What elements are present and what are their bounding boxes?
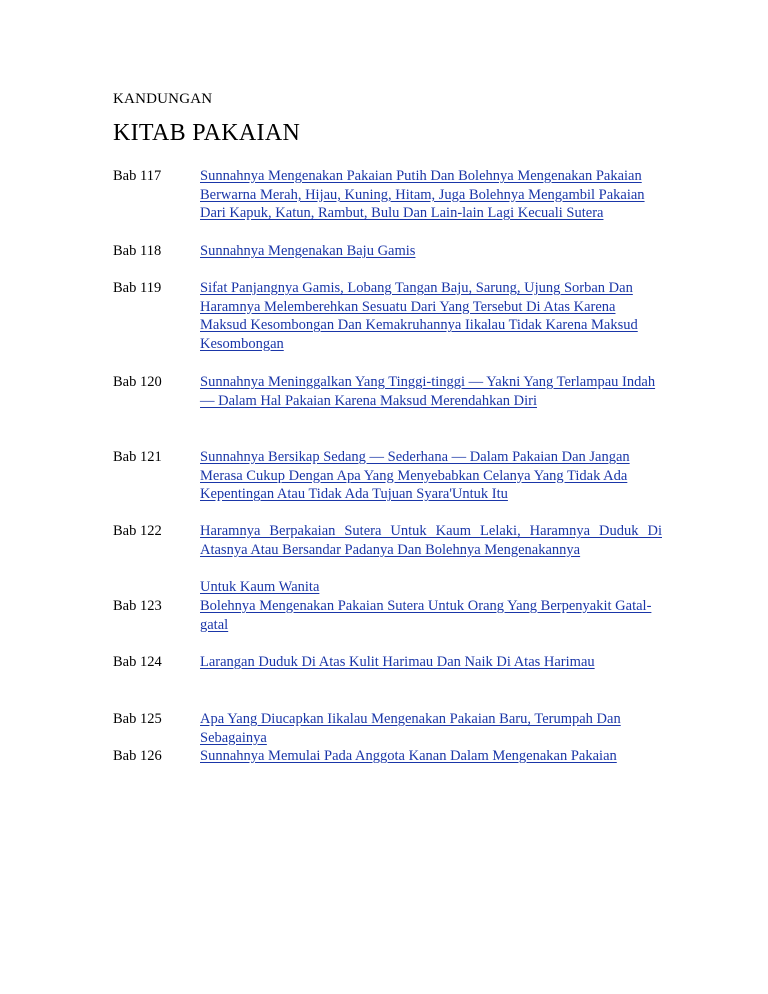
chapter-number: Bab 126 [113, 748, 162, 764]
chapter-number: Bab 124 [113, 654, 162, 670]
chapter-topic [200, 653, 662, 672]
contents-heading: KANDUNGAN [113, 91, 213, 107]
chapter-link-126[interactable]: Sunnahnya Memulai Pada Anggota Kanan Dalam Mengenakan Pakaian [200, 748, 617, 764]
chapter-topic [200, 279, 662, 353]
chapter-link-122-continued[interactable]: Untuk Kaum Wanita [200, 579, 320, 595]
chapter-number: Bab 118 [113, 243, 162, 259]
page-title: KITAB PAKAIAN [113, 120, 301, 146]
chapter-number: Bab 125 [113, 711, 162, 727]
chapter-topic [200, 167, 662, 223]
chapter-number: Bab 123 [113, 598, 162, 614]
chapter-link-125[interactable]: Apa Yang Diucapkan Iikalau Mengenakan Pakaian Baru, Terumpah Dan Sebagainya [200, 711, 621, 746]
chapter-topic [200, 448, 662, 504]
chapter-link-120[interactable]: Sunnahnya Meninggalkan Yang Tinggi-tinggi — Yakni Yang Terlampau Indah — Dalam Hal Pakaian Karena Maksud Merendahkan Diri [200, 374, 656, 409]
chapter-topic [200, 522, 662, 559]
chapter-topic [200, 747, 662, 766]
chapter-topic [200, 242, 662, 261]
chapter-number: Bab 120 [113, 374, 162, 390]
chapter-number: Bab 121 [113, 449, 162, 465]
chapter-number: Bab 119 [113, 280, 162, 296]
chapter-link-122[interactable]: Haramnya Berpakaian Sutera Untuk Kaum Lelaki, Haramnya Duduk Di Atasnya Atau Bersandar Padanya Dan Bolehnya Mengenakannya [200, 523, 662, 558]
chapter-topic [200, 710, 662, 747]
chapter-number: Bab 122 [113, 523, 162, 539]
chapter-link-124[interactable]: Larangan Duduk Di Atas Kulit Harimau Dan Naik Di Atas Harimau [200, 654, 595, 670]
chapter-link-121[interactable]: Sunnahnya Bersikap Sedang — Sederhana — Dalam Pakaian Dan Jangan Merasa Cukup Dengan Apa Yang Menyebabkan Celanya Yang Tidak Ada Kepentingan Atau Tidak Ada Tujuan Syara'Untuk Itu [200, 449, 630, 503]
chapter-link-123[interactable]: Bolehnya Mengenakan Pakaian Sutera Untuk Orang Yang Berpenyakit Gatal-gatal [200, 598, 652, 633]
chapter-topic-continuation [200, 578, 662, 597]
chapter-link-119[interactable]: Sifat Panjangnya Gamis, Lobang Tangan Baju, Sarung, Ujung Sorban Dan Haramnya Melemberehkan Sesuatu Dari Yang Tersebut Di Atas Karena Maksud Kesombongan Dan Kemakruhannya Iikalau Tidak Karena Maksud Kesombongan [200, 280, 638, 352]
chapter-topic [200, 597, 662, 634]
chapter-link-118[interactable]: Sunnahnya Mengenakan Baju Gamis [200, 243, 416, 259]
chapter-topic [200, 373, 662, 410]
chapter-link-117[interactable]: Sunnahnya Mengenakan Pakaian Putih Dan Bolehnya Mengenakan Pakaian Berwarna Merah, Hijau, Kuning, Hitam, Juga Bolehnya Mengambil Pakaian Dari Kapuk, Katun, Rambut, Bulu Dan Lain-lain Lagi Kecuali Sutera [200, 168, 645, 222]
chapter-number: Bab 117 [113, 168, 162, 184]
